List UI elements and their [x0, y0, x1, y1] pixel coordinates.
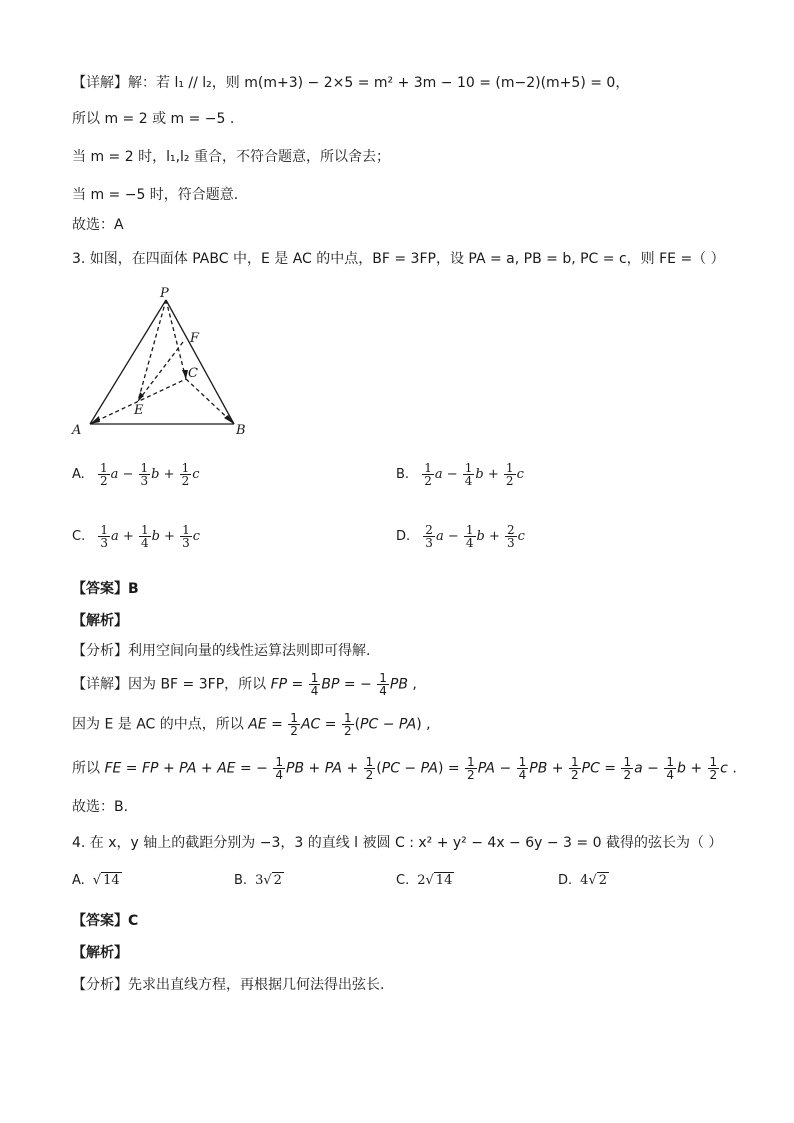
option-3A[interactable]: A. $\frac{1}{2}$ a − $\frac{1}{3}$ b + $\frac{1}{2}$ c: [72, 461, 200, 488]
label-A: A: [72, 423, 82, 438]
option-4B[interactable]: B. 3√ 2: [234, 873, 282, 888]
option-3B[interactable]: B. $\frac{1}{2}$ a − $\frac{1}{4}$ b + $\frac{1}{2}$ c: [396, 461, 524, 488]
option-3C[interactable]: C. $\frac{1}{3}$ a + $\frac{1}{4}$ b + $\frac{1}{3}$ c: [72, 523, 200, 550]
label-E: E: [134, 403, 144, 418]
label-F: F: [190, 331, 200, 346]
option-4D[interactable]: D. 4√ 2: [558, 873, 608, 888]
detail-3-line-2: 因为 E 是 AC 的中点，所以 AE = $\frac{1}{2}$ AC = $\frac{1}{2}$ (PC − PA) ,: [72, 711, 431, 738]
option-4C[interactable]: C. 2√ 14: [396, 873, 453, 888]
analysis-4: 【分析】先求出直线方程，再根据几何法得出弦长.: [72, 977, 385, 993]
detail-3-line-3: 所以 FE = FP + PA + AE = − $\frac{1}{4}$ PB + PA + $\frac{1}{2}$ (PC − PA) = $\frac{1}{2}$ PA − $\frac{1}{4}$ PB + $\frac{1}{2}$ PC = $\frac{1}{2}$ a − $\frac{1}{4}$ b + $\frac{1}{2}$ c .: [72, 755, 737, 782]
segment-PE: [138, 300, 166, 401]
detail-line-1: 【详解】解：若 l₁ // l₂，则 m(m+3) − 2×5 = m² + 3m − 10 = (m−2)(m+5) = 0，: [72, 75, 630, 91]
detail-3-line-1: 【详解】因为 BF = 3FP，所以 FP = $\frac{1}{4}$ BP = − $\frac{1}{4}$ PB ,: [72, 671, 417, 698]
option-3D[interactable]: D. $\frac{2}{3}$ a − $\frac{1}{4}$ b + $\frac{2}{3}$ c: [396, 523, 525, 550]
answer-3: 【答案】B: [72, 581, 139, 597]
choice-line-prev: 故选：A: [72, 217, 124, 233]
detail-line-3: 当 m = 2 时，l₁,l₂ 重合，不符合题意，所以舍去；: [72, 149, 390, 165]
segment-FE: [138, 342, 183, 401]
label-P: P: [160, 286, 169, 301]
question-4-stem: 4. 在 x，y 轴上的截距分别为 −3，3 的直线 l 被圆 C : x² + y² − 4x − 6y − 3 = 0 截得的弦长为（ ）: [72, 835, 723, 851]
analysis-3: 【分析】利用空间向量的线性运算法则即可得解.: [72, 643, 371, 659]
choice-3: 故选：B.: [72, 799, 129, 815]
detail-line-2: 所以 m = 2 或 m = −5 .: [72, 111, 235, 127]
analysis-header-4: 【解析】: [72, 945, 128, 961]
question-3-stem: 3. 如图，在四面体 PABC 中，E 是 AC 的中点，BF = 3FP，设 PA = a, PB = b, PC = c，则 FE =（ ）: [72, 251, 725, 267]
detail-line-4: 当 m = −5 时，符合题意.: [72, 187, 239, 203]
edge-PB: [166, 300, 234, 424]
edge-PC: [166, 300, 186, 379]
edge-PA: [90, 300, 166, 424]
tetrahedron-figure: [70, 284, 260, 444]
label-C: C: [188, 366, 198, 381]
answer-4: 【答案】C: [72, 913, 139, 929]
label-B: B: [236, 423, 246, 438]
analysis-header-3: 【解析】: [72, 613, 128, 629]
option-4A[interactable]: A. √ 14: [72, 873, 120, 888]
